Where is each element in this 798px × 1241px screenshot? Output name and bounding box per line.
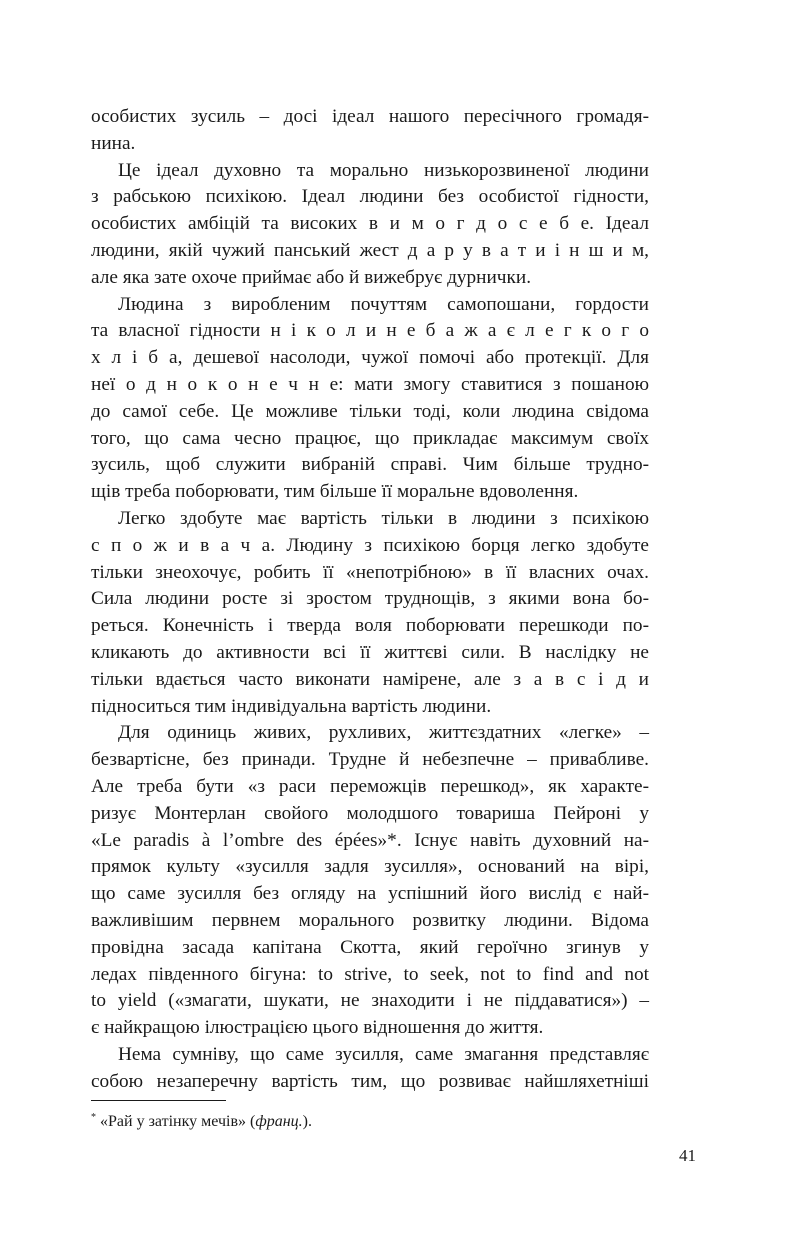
text-line: ризує Монтерлан свойого молодшого товариша Пейроні у xyxy=(91,802,649,824)
text-line: є найкращою ілюстрацією цього відношення до життя. xyxy=(91,1017,544,1039)
text-line: Легко здобуте має вартість тільки в людини з психікою xyxy=(118,507,649,529)
text-line: зусиль, щоб служити вибраній справі. Чим більше трудно- xyxy=(91,454,649,476)
text-line: важливішим первнем морального розвитку людини. Відома xyxy=(91,909,649,931)
text-line: ледах південного бігуна: to strive, to seek, not to find and not xyxy=(91,963,649,985)
text-line: до самої себе. Це можливе тільки тоді, коли людина свідома xyxy=(91,400,649,422)
text-line: безвартісне, без принади. Трудне й небезпечне – привабливе. xyxy=(91,749,649,771)
text-line: Людина з виробленим почуттям самопошани, гордости xyxy=(118,293,649,315)
text-line: щів треба поборювати, тим більше її моральне вдоволення. xyxy=(91,481,579,503)
text-line: с п о ж и в а ч а. Людину з психікою борця легко здобуте xyxy=(91,534,649,556)
text-line: особистих зусиль – досі ідеал нашого пересічного громадя- xyxy=(91,106,649,127)
text-line: людини, якій чужий панський жест д а р у в а т и і н ш и м, xyxy=(91,239,649,261)
footnote-end: ). xyxy=(302,1113,312,1130)
text-line: провідна засада капітана Скотта, який героїчно згинув у xyxy=(91,936,649,958)
text-line: особистих амбіцій та високих в и м о г д о с е б е. Ідеал xyxy=(91,213,649,235)
footnote xyxy=(91,1106,312,1134)
footnote-marker: * xyxy=(91,1112,96,1123)
text-line: х л і б а, дешевої насолоди, чужої помочі або протекції. Для xyxy=(91,347,649,369)
text-line: з рабською психікою. Ідеал людини без особистої гідности, xyxy=(91,186,649,208)
footnote-italic: франц. xyxy=(255,1113,303,1130)
text-line: але яка зате охоче приймає або й вижебрує дурнички. xyxy=(91,266,532,288)
text-line: нина. xyxy=(91,132,136,154)
text-line: що саме зусилля без огляду на успішний його вислід є най- xyxy=(91,883,649,905)
text-line: неї о д н о к о н е ч н е: мати змогу ставитися з пошаною xyxy=(91,373,649,395)
text-line: Але треба бути «з раси переможців перешкод», як характе- xyxy=(91,775,649,797)
body-text xyxy=(91,104,649,1095)
text-line: прямок культу «зусилля задля зусилля», оснований на вірі, xyxy=(91,856,649,878)
text-line: тільки знеохочує, робить її «непотрібною» в її власних очах. xyxy=(91,561,649,583)
text-line: підноситься тим індивідуальна вартість людини. xyxy=(91,695,492,717)
text-line: to yield («змагати, шукати, не знаходити і не піддаватися») – xyxy=(91,990,649,1012)
text-line: та власної гідности н і к о л и н е б а ж а є л е г к о г о xyxy=(91,320,649,342)
text-line: кликають до активности всі її життєві сили. В наслідку не xyxy=(91,641,649,663)
text-line: Це ідеал духовно та морально низькорозвиненої людини xyxy=(118,159,649,181)
page-number: 41 xyxy=(679,1146,696,1165)
text-line: Для одиниць живих, рухливих, життєздатних «легке» – xyxy=(118,722,649,744)
text-line: Нема сумніву, що саме зусилля, саме змагання представляє xyxy=(118,1043,649,1065)
text-line: собою незаперечну вартість тим, що розвиває найшляхетніші xyxy=(91,1070,649,1092)
text-line: реться. Конечність і тверда воля поборювати перешкоди по- xyxy=(91,615,649,637)
text-line: того, що сама чесно працює, що прикладає максимум своїх xyxy=(91,427,649,449)
text-line: «Le paradis à l’ombre des épées»*. Існує навіть духовний на- xyxy=(91,829,649,851)
text-line: тільки вдається часто виконати намірене, але з а в с і д и xyxy=(91,668,649,690)
text-line: Сила людини росте зі зростом труднощів, з якими вона бо- xyxy=(91,588,649,610)
footnote-text: «Рай у затінку мечів» ( xyxy=(100,1113,256,1130)
footnote-rule xyxy=(91,1100,226,1101)
